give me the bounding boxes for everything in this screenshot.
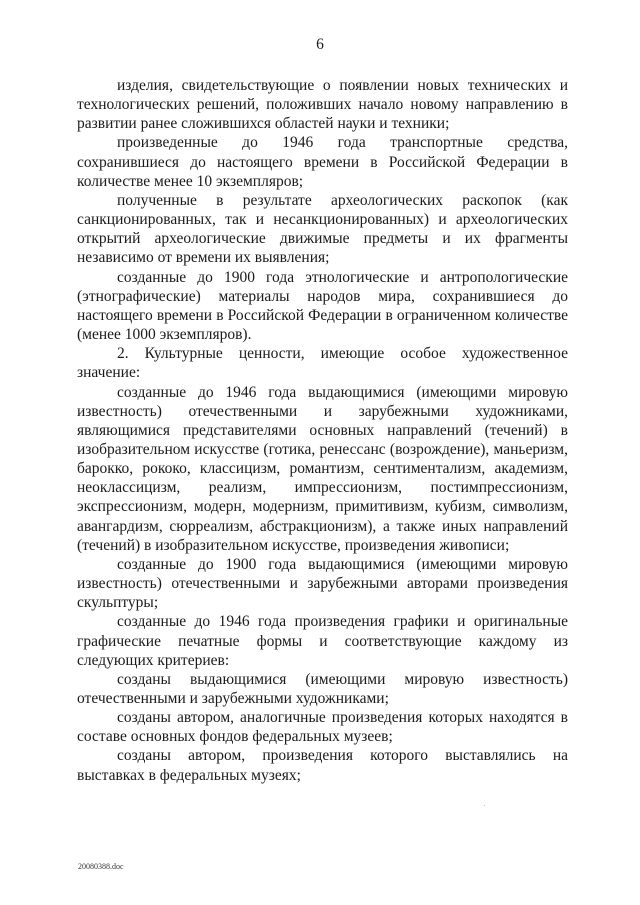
paragraph: созданные до 1946 года произведения графики и оригинальные графические печатные формы и соответствующие каждому из следующих критериев: (77, 613, 568, 669)
paragraph: созданные до 1900 года этнологические и антропологические (этнографические) материалы народов мира, сохранившиеся до настоящего времени в Российской Федерации в ограниченном количестве (менее 1000 экземпляров). (77, 268, 568, 344)
paragraph: созданные до 1946 года выдающимися (имеющими мировую известность) отечественными и зарубежными художниками, являющимися представителями основных направлений (течений) в изобразительном искусстве (готика, ренессанс (возрождение), маньеризм, барокко, рококо, классицизм, романтизм, сентиментализм, академизм, неоклассицизм, реализм, импрессионизм, постимпрессионизм, экспрессионизм, модерн, модернизм, примитивизм, кубизм, символизм, авангардизм, сюрреализм, абстракционизм), а также иных направлений (течений) в изобразительном искусстве, произведения живописи; (77, 383, 568, 554)
paragraph: созданные до 1900 года выдающимися (имеющими мировую известность) отечественными и зарубежными авторами произведения скульптуры; (77, 555, 568, 612)
paragraph: изделия, свидетельствующие о появлении новых технических и технологических решений, положивших начало новому направлению в развитии ранее сложившихся областей науки и техники; (77, 77, 568, 133)
footer-filename: 20080388.doc (78, 862, 124, 871)
criterion-item: созданы автором, произведения которого выставлялись на выставках в федеральных музеях; (77, 747, 568, 784)
paragraph: произведенные до 1946 года транспортные средства, сохранившиеся до настоящего времени в Российской Федерации в количестве менее 10 экземпляров; (77, 134, 568, 190)
section-heading: 2. Культурные ценности, имеющие особое художественное значение: (77, 345, 568, 382)
criterion-item: созданы автором, аналогичные произведения которых находятся в составе основных фондов федеральных музеев; (77, 709, 568, 746)
page-number: 6 (316, 36, 324, 53)
scan-speck (484, 805, 485, 806)
document-body (77, 76, 568, 785)
paragraph: полученные в результате археологических раскопок (как санкционированных, так и несанкционированных) и археологических открытий археологические движимые предметы и их фрагменты независимо от времени их выявления; (77, 191, 568, 267)
criterion-item: созданы выдающимися (имеющими мировую известность) отечественными и зарубежными художниками; (77, 670, 568, 707)
